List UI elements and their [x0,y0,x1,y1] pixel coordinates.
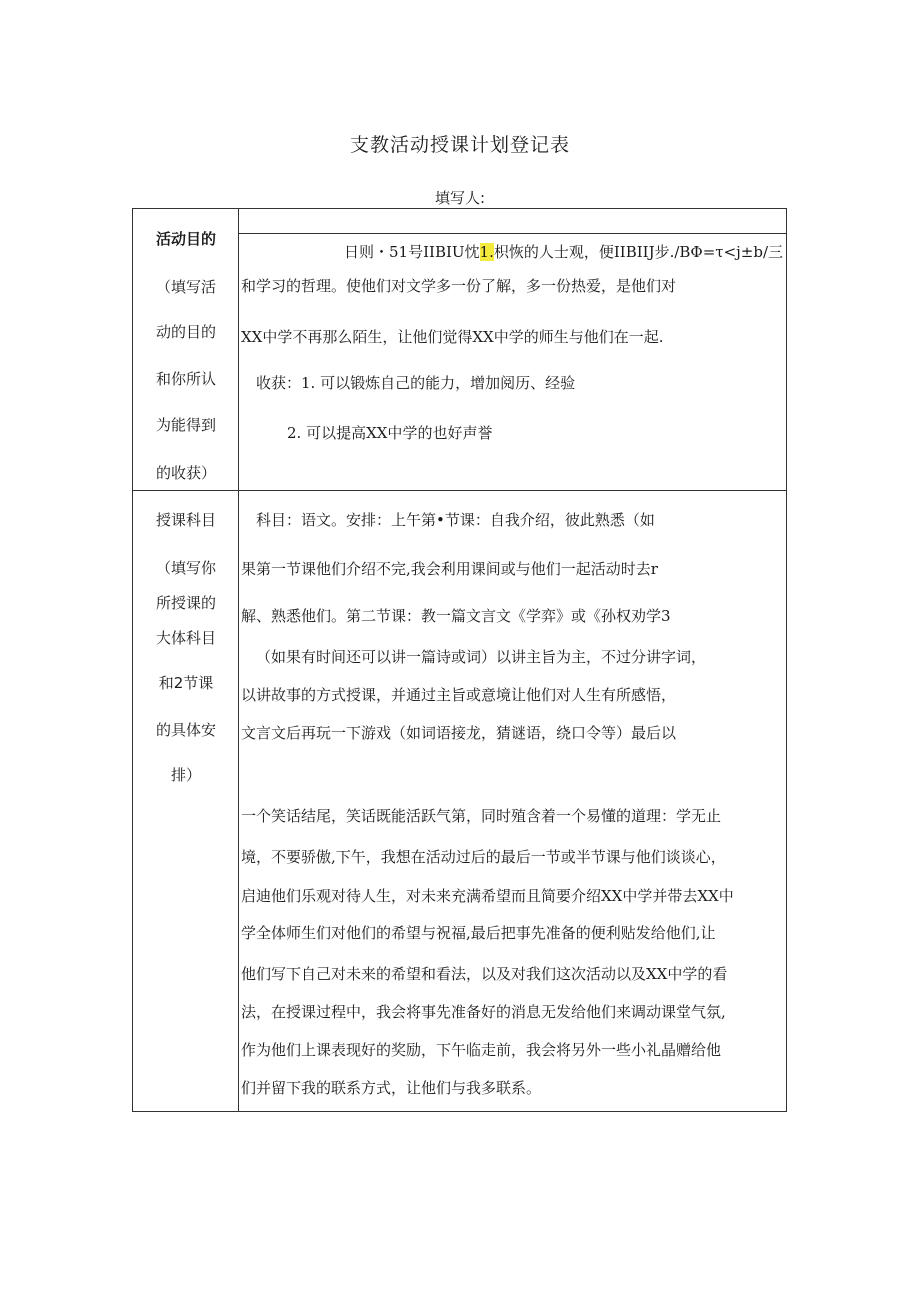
section2-content-line: 作为他们上课表现好的奖励，下午临走前，我会将另外一些小礼晶赠给他 [241,1041,722,1059]
section2-content-line: 果第一节课他们介绍不完,我会利用课间或与他们一起活动时去r [241,560,658,578]
section1-label-line: 和你所认 [155,370,216,388]
section2-label-line: 大体科目 [155,629,216,647]
section2-content-line: 境，不要骄傲,下午，我想在活动过后的最后一节或半节课与他们谈谈心， [241,848,726,866]
section1-content-first-line [344,241,783,262]
section2-label-line: （填写你 [155,559,216,577]
section1-content-line: 和学习的哲理。使他们对文学多一份了解，多一份热爱，是他们对 [241,277,677,295]
section2-label [133,491,239,1111]
document-title: 支教活动授课计划登记表 [349,134,570,156]
section2-content-line: 解、熟悉他们。第二节课：教一篇文言文《学弈》或《孙权劝学3 [241,607,671,625]
section2-content-line: 法，在授课过程中，我会将事先准备好的消息无发给他们来调动课堂气氛, [241,1003,726,1021]
section1-label-line: 为能得到 [155,416,216,434]
highlighted-text: 1. [479,243,494,261]
section1-label-line: （填写活 [155,278,216,296]
first-line-text-rest: 枳恢的人士观，便IIBIIJ步./BΦ=τ<j±b/三 [493,243,784,261]
section1-content-line: XX中学不再那么陌生，让他们觉得XX中学的师生与他们在一起. [241,328,664,346]
section2-label-line: 和2节课 [158,674,214,692]
top-strip-line [238,233,786,234]
section2-content-line: 启迪他们乐观对待人生，对未来充满希望而且简要介绍XX中学并带去XX中 [241,887,734,905]
section1-harvest-line: 收获：1. 可以锻炼自己的能力，增加阅历、经验 [256,374,576,392]
plan-table [132,208,787,1112]
section1-label [133,209,239,490]
section2-label-line: 所授课的 [155,594,216,612]
section2-label-title: 授课科目 [155,511,216,529]
first-line-text: 日则・51号IIBIU忱 [344,243,480,261]
section2-content-line: 文言文后再玩一下游戏（如词语接龙，猜谜语，绕口令等）最后以 [241,724,677,742]
section2-content-line: 学全体师生们对他们的希望与祝福,最后把事先准备的便利贴发给他们,让 [241,924,716,942]
section1-label-title: 活动目的 [155,230,216,248]
filler-label: 填写人: [435,189,486,207]
section2-label-line: 排） [170,766,201,784]
section2-content-line: 科目：语文。安排：上午第•节课：自我介绍，彼此熟悉（如 [256,511,655,529]
section2-content-line: 一个笑话结尾，笑话既能活跃气第，同时殖含着一个易懂的道理：学无止 [241,807,722,825]
section2-content-line: 们并留下我的联系方式，让他们与我多联系。 [241,1079,542,1097]
section2-content-line: 以讲故事的方式授课，并通过主旨或意境让他们对人生有所感悟， [241,686,677,704]
section2-content-line: 他们写下自己对未来的希望和看法，以及对我们这次活动以及XX中学的看 [241,965,728,983]
section1-harvest-line: 2. 可以提高XX中学的也好声誉 [287,424,493,442]
section1-label-line: 的收获） [155,464,216,482]
section2-content-line: （如果有时间还可以讲一篇诗或词）以讲主旨为主，不过分讲字词， [256,648,707,666]
section2-label-line: 的具体安 [155,721,216,739]
section1-label-line: 动的目的 [155,323,216,341]
